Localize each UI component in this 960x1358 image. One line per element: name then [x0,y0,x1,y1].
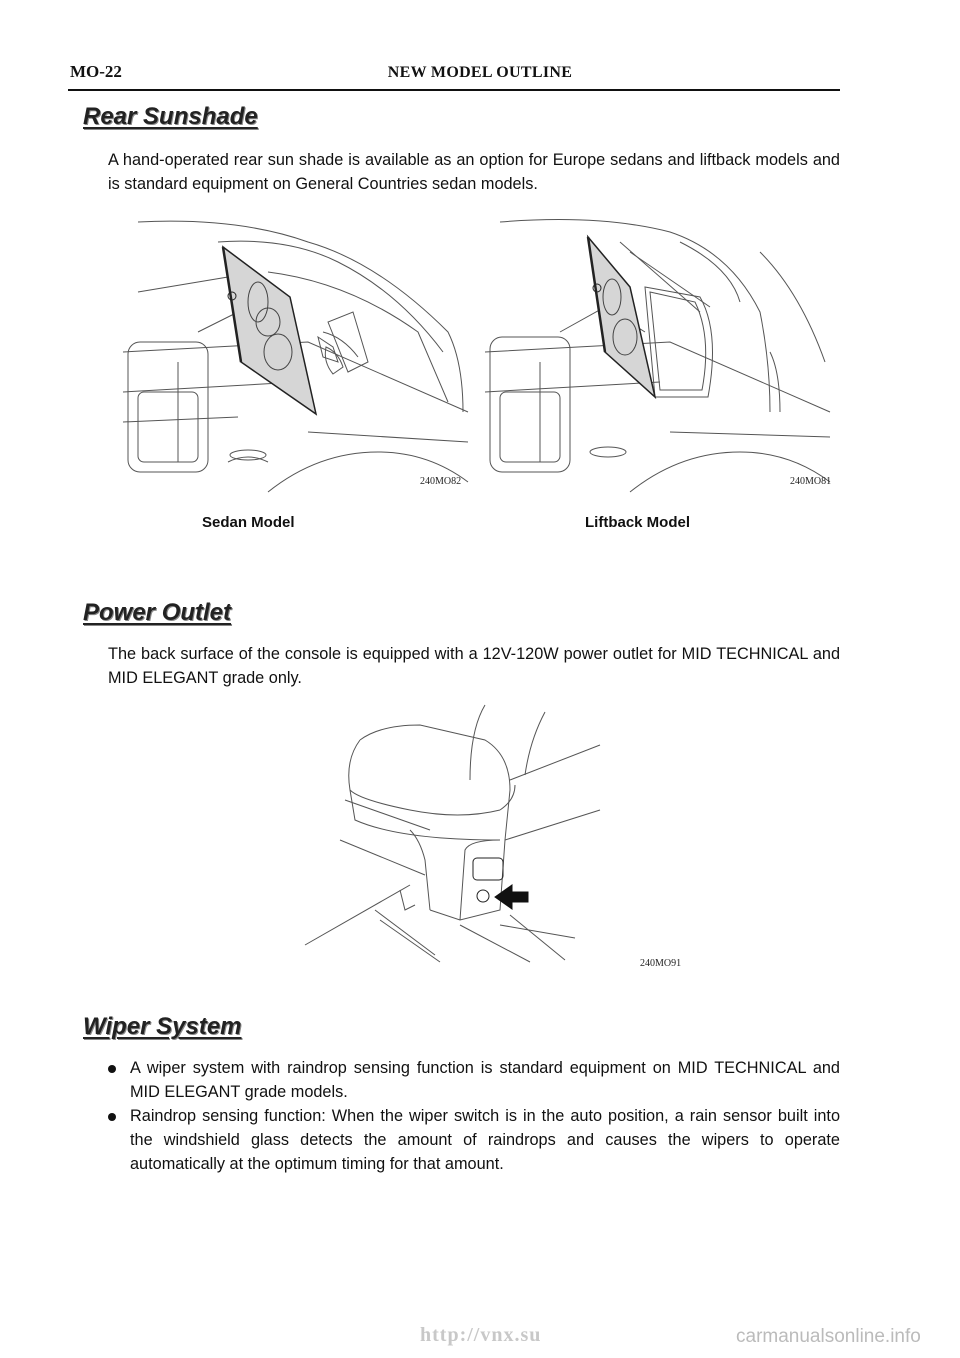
figure-code-console: 240MO91 [640,958,682,969]
section-title-power-outlet: Power Outlet [83,599,232,626]
page-header-title: NEW MODEL OUTLINE [387,64,573,81]
page-code: MO-22 [70,62,122,81]
bullet-text: Raindrop sensing function: When the wiper switch is in the auto position, a rain sensor built into the windshield glass detects the amount of raindrops and causes the wipers to operate automatically at the optimum timing for that amount. [130,1107,840,1173]
bullet-dot [108,1065,116,1073]
figure-code-liftback: 240MO81 [790,476,832,487]
caption-sedan-model: Sedan Model [202,514,295,531]
section-title-wiper-system: Wiper System [83,1013,242,1040]
caption-liftback-model: Liftback Model [585,514,691,531]
section-title-rear-sunshade: Rear Sunshade [83,103,258,130]
rear-sunshade-body: A hand-operated rear sun shade is available as an option for Europe sedans and liftback models and is standard equipment on General Countries sedan models. [108,151,840,193]
bullet-dot [108,1113,116,1121]
bullet-text: A wiper system with raindrop sensing function is standard equipment on MID TECHNICAL and MID ELEGANT grade models. [130,1059,840,1101]
wiper-bullet-2 [108,1104,840,1176]
header-rule [68,89,840,91]
figure-code-sedan: 240MO82 [420,476,462,487]
watermark-text: carmanualsonline.info [736,1326,921,1347]
sedan-sunshade-illustration [118,212,470,504]
wiper-bullet-1 [108,1056,840,1104]
liftback-sunshade-illustration [480,212,840,504]
footer-link[interactable]: http://vnx.su [420,1324,542,1346]
console-power-outlet-illustration [300,700,630,975]
power-outlet-body: The back surface of the console is equipped with a 12V-120W power outlet for MID TECHNICAL and MID ELEGANT grade only. [108,645,840,687]
